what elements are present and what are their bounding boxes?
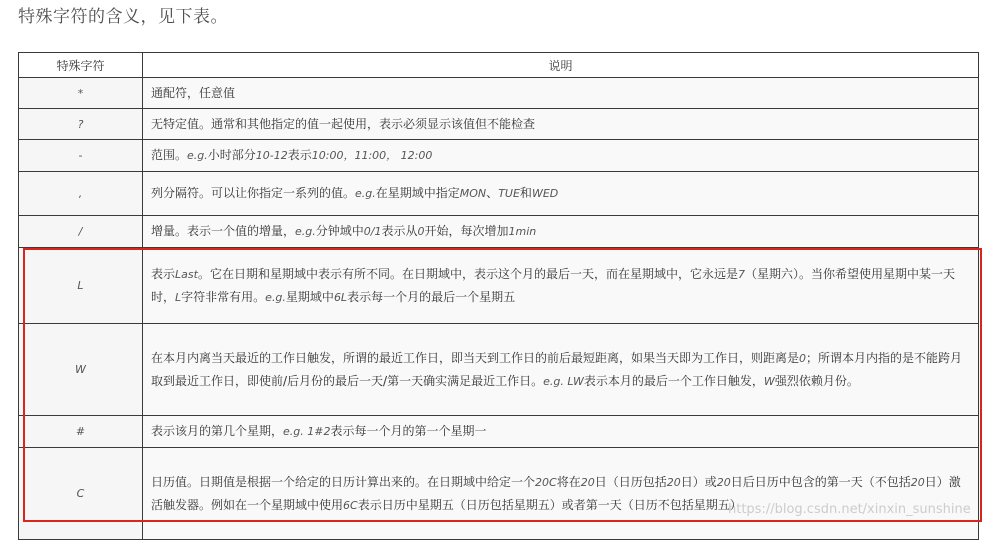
example-text: 20C bbox=[535, 475, 557, 489]
description-text: 、 bbox=[486, 186, 499, 200]
description-cell bbox=[143, 248, 979, 324]
description-text: 和 bbox=[519, 186, 532, 200]
table-row bbox=[19, 324, 979, 416]
description-text: ；所谓本月内指的是不能跨月取到最近工作日，即使前/后月份的最后一天/第一天确实满足最近工作日。 bbox=[151, 350, 963, 388]
symbol-cell: - bbox=[19, 140, 143, 172]
description-text: 表示 bbox=[287, 148, 312, 162]
description-text: 表示每一个月的第一个星期一 bbox=[330, 424, 487, 438]
symbol-cell: # bbox=[19, 416, 143, 448]
description-text: 开始，每次增加 bbox=[424, 224, 509, 238]
description-text: 分钟域中 bbox=[315, 224, 364, 238]
symbol-cell: , bbox=[19, 172, 143, 216]
description-text: 增量。表示一个值的增量， bbox=[151, 224, 296, 238]
symbol-cell: / bbox=[19, 216, 143, 248]
description-text: 日）或 bbox=[680, 474, 717, 489]
example-text: L bbox=[175, 290, 182, 304]
example-text: MON bbox=[459, 187, 487, 200]
table-header-row bbox=[19, 53, 979, 78]
description-text: （星期六）。当你希望使用星期中某一天时， bbox=[151, 266, 955, 304]
example-text: 20 bbox=[910, 475, 925, 489]
description-cell bbox=[143, 416, 979, 448]
watermark: https://blog.csdn.net/xinxin_sunshine bbox=[728, 502, 971, 517]
example-text: 0/1 bbox=[363, 225, 382, 238]
description-cell bbox=[143, 109, 979, 140]
description-text: 日）激活触发器。例如在一个星期域中使用 bbox=[151, 474, 961, 512]
description-text: 列分隔符。可以让你指定一系列的值。 bbox=[151, 186, 356, 200]
symbol-cell: L bbox=[19, 248, 143, 324]
example-text: e.g. bbox=[187, 149, 208, 162]
example-text: e.g. bbox=[355, 187, 376, 200]
table-row bbox=[19, 216, 979, 248]
description-text: 星期域中 bbox=[285, 289, 334, 304]
description-text: 表示日历中星期五（日历包括星期五）或者第一天（日历不包括星期五） bbox=[357, 497, 742, 512]
description-cell bbox=[143, 324, 979, 416]
example-text: 20 bbox=[716, 475, 731, 489]
example-text: 6L bbox=[333, 290, 348, 304]
description-text: 小时部分 bbox=[207, 148, 256, 162]
example-text: Last bbox=[175, 267, 198, 281]
description-text: 在本月内离当天最近的工作日触发，所谓的最近工作日，即当天到工作日的前后最短距离，如果当天即为工作日，则距离是 bbox=[151, 350, 800, 365]
example-text: 10-12 bbox=[255, 149, 288, 162]
description-text: 表示从 bbox=[381, 224, 418, 238]
description-cell bbox=[143, 172, 979, 216]
table-row bbox=[19, 109, 979, 140]
description-cell bbox=[143, 448, 979, 540]
description-cell bbox=[143, 78, 979, 109]
symbol-cell: C bbox=[19, 448, 143, 540]
header-special-char: 特殊字符 bbox=[19, 53, 143, 78]
description-text: 日（日历包括 bbox=[594, 474, 667, 489]
description-text: 表示本月的最后一个工作日触发， bbox=[583, 373, 764, 388]
description-text: 字符非常有用。 bbox=[181, 289, 266, 304]
example-text: W bbox=[763, 374, 775, 388]
table-row bbox=[19, 140, 979, 172]
example-text: e.g. LW bbox=[543, 374, 584, 388]
example-text: TUE bbox=[498, 187, 520, 200]
symbol-cell: W bbox=[19, 324, 143, 416]
description-cell bbox=[143, 216, 979, 248]
description-text: 通配符，任意值 bbox=[151, 86, 236, 100]
example-text: 0 bbox=[417, 225, 425, 238]
example-text: e.g. bbox=[295, 225, 316, 238]
table-row bbox=[19, 248, 979, 324]
example-text: 1min bbox=[508, 225, 537, 238]
section-heading: 特殊字符的含义，见下表。 bbox=[18, 7, 228, 27]
table-row bbox=[19, 448, 979, 540]
description-text: 。它在日期和星期域中表示有所不同。在日期域中，表示这个月的最后一天，而在星期域中，它永远是 bbox=[197, 266, 738, 281]
example-text: 0 bbox=[799, 351, 807, 365]
example-text: e.g. 1#2 bbox=[283, 425, 331, 438]
symbol-cell: ? bbox=[19, 109, 143, 140]
header-description: 说明 bbox=[143, 53, 979, 78]
example-text: 7 bbox=[737, 267, 745, 281]
description-text: 无特定值。通常和其他指定的值一起使用，表示必须显示该值但不能检查 bbox=[151, 117, 536, 131]
table-row bbox=[19, 416, 979, 448]
example-text: 20 bbox=[666, 475, 681, 489]
description-text: 日后日历中包含的第一天（不包括 bbox=[730, 474, 911, 489]
description-text: 日历值。日期值是根据一个给定的日历计算出来的。在日期域中给定一个 bbox=[151, 474, 536, 489]
description-text: 表示 bbox=[151, 266, 176, 281]
description-text: 表示每一个月的最后一个星期五 bbox=[347, 289, 516, 304]
description-text: 将在 bbox=[556, 474, 581, 489]
example-text: 6C bbox=[343, 498, 358, 512]
description-text: 范围。 bbox=[151, 148, 188, 162]
example-text: WED bbox=[531, 187, 559, 200]
example-text: 20 bbox=[580, 475, 595, 489]
description-text: 强烈依赖月份。 bbox=[774, 373, 859, 388]
table-row bbox=[19, 78, 979, 109]
special-characters-table bbox=[18, 52, 979, 540]
description-text: 在星期域中指定 bbox=[375, 186, 460, 200]
symbol-cell: * bbox=[19, 78, 143, 109]
table-row bbox=[19, 172, 979, 216]
description-cell bbox=[143, 140, 979, 172]
example-text: 10:00，11:00， 12:00 bbox=[311, 149, 433, 162]
description-text: 表示该月的第几个星期， bbox=[151, 424, 284, 438]
example-text: e.g. bbox=[265, 290, 286, 304]
